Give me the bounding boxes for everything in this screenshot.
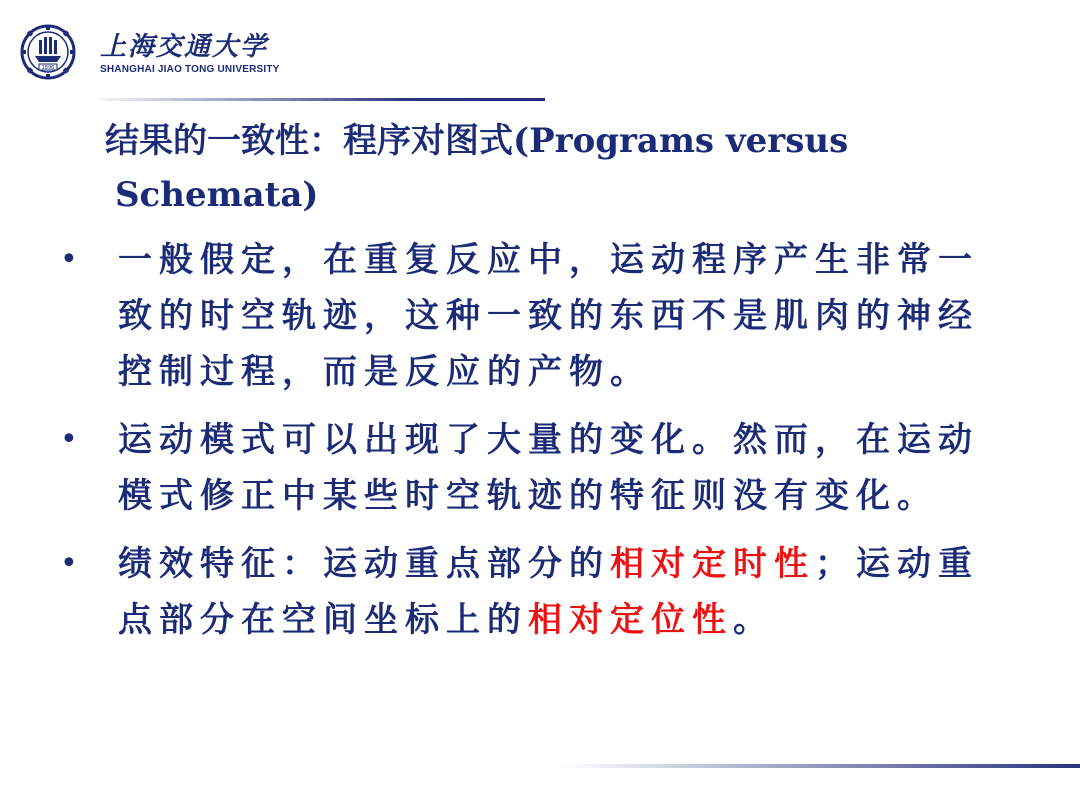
bullet-dot-icon: • [60, 422, 78, 457]
bullet-line: 控制过程，而是反应的产物。 [118, 352, 651, 392]
slide-title [105, 114, 1005, 222]
title-line-1: 结果的一致性：程序对图式(Programs versus [105, 121, 849, 161]
bullet-dot-icon: • [60, 546, 78, 581]
title-line-2: Schemata) [115, 175, 319, 215]
bullet-text-segment: 绩效特征：运动重点部分的 [118, 544, 610, 584]
bullet-line [118, 592, 1020, 648]
bullet-item [60, 232, 1020, 400]
bullet-dot-icon: • [60, 242, 78, 277]
bullet-text-segment: 。 [733, 600, 774, 640]
bullet-line: 模式修正中某些时空轨迹的特征则没有变化。 [118, 476, 938, 516]
bullet-text [118, 412, 1020, 524]
seal-year: 1896 [41, 65, 55, 71]
bullet-item [60, 536, 1020, 648]
bullet-list [60, 232, 1020, 660]
logo-english-name: SHANGHAI JIAO TONG UNIVERSITY [100, 64, 280, 75]
bullet-line: 运动模式可以出现了大量的变化。然而，在运动 [118, 420, 979, 460]
logo-chinese-name: 上海交通大学 [100, 32, 269, 62]
highlight-relative-positioning: 相对定位性 [528, 600, 733, 640]
bullet-line [118, 536, 1020, 592]
university-logo [20, 24, 280, 84]
bullet-text [118, 232, 1020, 400]
header-divider [100, 98, 545, 101]
bullet-text [118, 536, 1020, 648]
bullet-text-segment: 点部分在空间坐标上的 [118, 600, 528, 640]
footer-divider [560, 764, 1080, 768]
highlight-relative-timing: 相对定时性 [610, 544, 815, 584]
bullet-item [60, 412, 1020, 524]
bullet-text-segment: ；运动重 [815, 544, 979, 584]
university-seal-icon [20, 24, 76, 80]
bullet-line: 一般假定，在重复反应中，运动程序产生非常一 [118, 240, 979, 280]
bullet-line: 致的时空轨迹，这种一致的东西不是肌肉的神经 [118, 296, 979, 336]
